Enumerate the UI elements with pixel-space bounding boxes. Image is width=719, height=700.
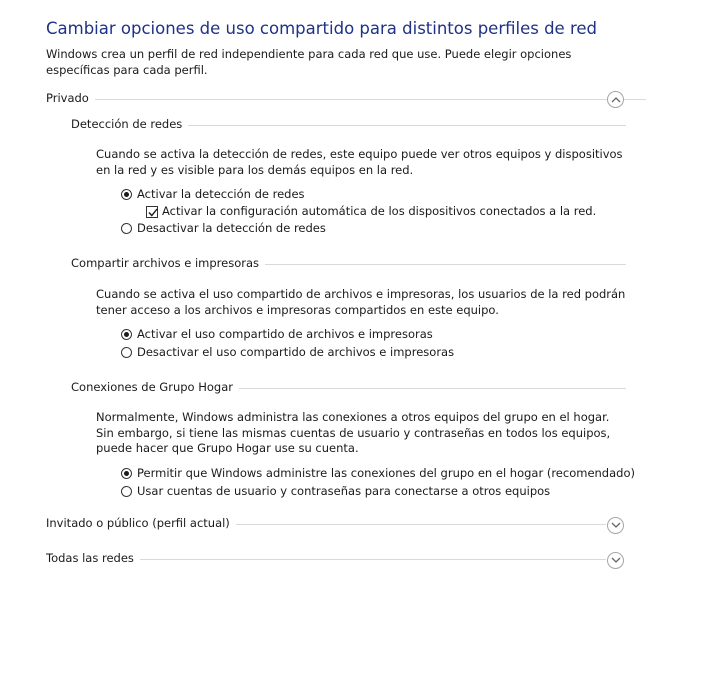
chevron-down-icon[interactable] [607, 552, 624, 569]
subsection-homegroup-header [71, 380, 626, 396]
subsection-discovery-header [71, 117, 626, 133]
section-private-label: Privado [46, 91, 95, 105]
file-sharing-description: Cuando se activa el uso compartido de archivos e impresoras, los usuarios de la red podrán tener acceso a los archivos e impresoras compartidos en este equipo. [96, 287, 626, 317]
section-guest-header[interactable] [46, 516, 606, 532]
homegroup-windows-radio[interactable] [121, 468, 132, 479]
chevron-down-icon[interactable] [607, 517, 624, 534]
section-guest-label: Invitado o público (perfil actual) [46, 516, 236, 530]
section-private-header[interactable] [46, 91, 626, 107]
discovery-off-label: Desactivar la detección de redes [137, 221, 326, 235]
section-all-networks-label: Todas las redes [46, 551, 140, 565]
file-sharing-on-radio[interactable] [121, 329, 132, 340]
file-sharing-off-radio[interactable] [121, 347, 132, 358]
discovery-off-radio[interactable] [121, 223, 132, 234]
auto-config-checkbox[interactable] [146, 206, 158, 218]
file-sharing-on-label: Activar el uso compartido de archivos e impresoras [137, 327, 433, 341]
discovery-on-label: Activar la detección de redes [137, 187, 305, 201]
homegroup-accounts-label: Usar cuentas de usuario y contraseñas para conectarse a otros equipos [137, 484, 551, 498]
subsection-discovery-label: Detección de redes [71, 117, 188, 131]
subsection-homegroup-label: Conexiones de Grupo Hogar [71, 380, 239, 394]
homegroup-description: Normalmente, Windows administra las conexiones a otros equipos del grupo en el hogar. Sin embargo, si tiene las mismas cuentas de usuario y contraseñas en todos los equipos, puede hacer que Grupo Hogar use su cuenta. [96, 410, 611, 455]
discovery-description: Cuando se activa la detección de redes, este equipo puede ver otros equipos y dispositivos en la red y es visible para los demás equipos en la red. [96, 147, 623, 177]
homegroup-windows-label: Permitir que Windows administre las conexiones del grupo en el hogar (recomendado) [137, 466, 635, 480]
homegroup-accounts-radio[interactable] [121, 486, 132, 497]
section-all-networks-header[interactable] [46, 551, 606, 567]
chevron-up-icon[interactable] [607, 91, 624, 108]
subsection-file-sharing-label: Compartir archivos e impresoras [71, 256, 265, 270]
subsection-file-sharing-header [71, 256, 626, 272]
file-sharing-off-label: Desactivar el uso compartido de archivos e impresoras [137, 345, 455, 359]
page-title: Cambiar opciones de uso compartido para distintos perfiles de red [46, 19, 598, 38]
discovery-on-radio[interactable] [121, 189, 132, 200]
page-description: Windows crea un perfil de red independiente para cada red que use. Puede elegir opciones específicas para cada perfil. [46, 47, 572, 77]
auto-config-label: Activar la configuración automática de los dispositivos conectados a la red. [162, 204, 597, 218]
